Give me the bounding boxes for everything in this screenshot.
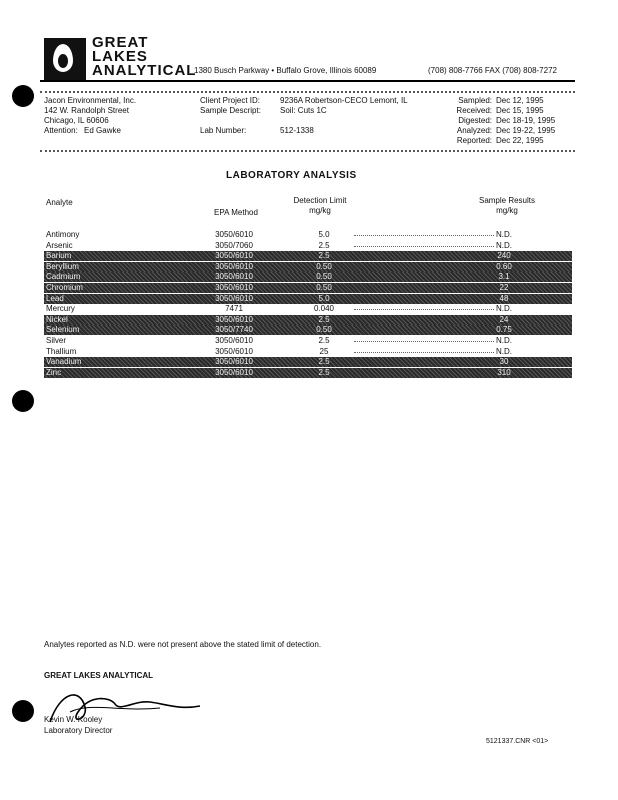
leader-dots xyxy=(354,352,494,353)
detection-limit-cell: 2.5 xyxy=(318,367,330,377)
client-project-value: 9236A Robertson-CECO Lemont, IL xyxy=(280,96,408,105)
analyte-cell: Antimony xyxy=(46,230,80,239)
leader-dots xyxy=(354,235,494,236)
table-row xyxy=(44,304,572,314)
result-cell: N.D. xyxy=(496,336,512,345)
col-header-result-line2: mg/kg xyxy=(496,206,518,215)
table-row xyxy=(44,347,572,357)
table-row xyxy=(44,357,572,367)
date-labels xyxy=(452,96,492,146)
analyte-cell: Thallium xyxy=(46,346,77,356)
detection-limit-cell: 5.0 xyxy=(318,230,330,239)
method-cell: 3050/6010 xyxy=(215,346,253,356)
company-address: 1380 Busch Parkway • Buffalo Grove, Illinois 60089 xyxy=(194,66,377,75)
leader-dots xyxy=(354,246,494,247)
table-row xyxy=(44,251,572,261)
date-values xyxy=(496,96,555,146)
detection-limit-cell: 0.50 xyxy=(316,272,332,282)
project-labels xyxy=(200,96,261,136)
hole-punch-bottom xyxy=(12,700,34,722)
leader-dots xyxy=(354,341,494,342)
reported-label: Reported: xyxy=(456,136,492,145)
client-project-label: Client Project ID: xyxy=(200,96,261,105)
logo-line-2: LAKES xyxy=(92,48,148,65)
hole-punch-middle xyxy=(12,390,34,412)
detection-limit-cell: 2.5 xyxy=(318,314,330,324)
nd-footnote: Analytes reported as N.D. were not present above the stated limit of detection. xyxy=(44,640,322,649)
lab-number-label: Lab Number: xyxy=(200,126,247,135)
detection-limit-cell: 25 xyxy=(319,346,329,356)
analyte-cell: Chromium xyxy=(46,283,83,292)
company-logo-icon xyxy=(44,38,86,82)
table-row xyxy=(44,294,572,304)
result-cell: N.D. xyxy=(496,304,512,314)
analyzed-label: Analyzed: xyxy=(456,126,492,135)
detection-limit-cell: 0.50 xyxy=(316,325,332,335)
analyte-cell: Barium xyxy=(46,251,72,261)
analyte-cell: Nickel xyxy=(46,314,68,324)
analyte-cell: Lead xyxy=(46,293,64,303)
sample-desc-label: Sample Descript: xyxy=(200,106,261,115)
info-bottom-border xyxy=(40,150,575,152)
result-cell: 0.60 xyxy=(496,261,512,271)
result-cell: 30 xyxy=(499,357,509,367)
result-cell: 0.75 xyxy=(496,325,512,335)
signer-title: Laboratory Director xyxy=(44,726,113,735)
reported-value: Dec 22, 1995 xyxy=(496,136,544,145)
client-line-1: Jacon Environmental, Inc. xyxy=(44,96,137,105)
method-cell: 3050/6010 xyxy=(215,357,253,367)
info-top-border xyxy=(40,91,575,93)
detection-limit-cell: 0.50 xyxy=(316,283,332,292)
detection-limit-cell: 0.040 xyxy=(313,304,335,314)
method-cell: 3050/6010 xyxy=(215,251,253,261)
signer-block xyxy=(44,714,112,736)
digested-value: Dec 18-19, 1995 xyxy=(496,116,556,125)
method-cell: 3050/7740 xyxy=(215,325,253,335)
method-cell: 3050/6010 xyxy=(215,283,253,292)
method-cell: 3050/6010 xyxy=(215,293,253,303)
col-header-limit-line2: mg/kg xyxy=(309,206,331,215)
received-label: Received: xyxy=(456,106,492,115)
signature-company: GREAT LAKES ANALYTICAL xyxy=(44,671,154,680)
table-row xyxy=(44,262,572,272)
method-cell: 3050/7060 xyxy=(215,240,253,250)
header-rule xyxy=(40,80,575,82)
method-cell: 3050/6010 xyxy=(215,272,253,282)
method-cell: 3050/6010 xyxy=(215,367,253,377)
table-row xyxy=(44,325,572,335)
result-cell: N.D. xyxy=(496,240,512,250)
table-row xyxy=(44,336,572,346)
col-header-limit-line1: Detection Limit xyxy=(293,196,347,205)
received-value: Dec 15, 1995 xyxy=(496,106,544,115)
client-line-3: Chicago, IL 60606 xyxy=(44,116,109,125)
table-row xyxy=(44,272,572,282)
col-header-analyte: Analyte xyxy=(46,198,73,207)
table-row xyxy=(44,368,572,378)
analyte-cell: Zinc xyxy=(46,367,62,377)
analyzed-value: Dec 19-22, 1995 xyxy=(496,126,556,135)
digested-label: Digested: xyxy=(458,116,492,125)
detection-limit-cell: 2.5 xyxy=(318,240,330,250)
project-values xyxy=(280,96,408,136)
result-cell: 48 xyxy=(499,293,509,303)
analyte-cell: Silver xyxy=(46,336,67,345)
signer-name: Kevin W. Kooley xyxy=(44,715,103,724)
detection-limit-cell: 5.0 xyxy=(318,293,330,303)
col-header-result-line1: Sample Results xyxy=(478,196,536,205)
analyte-cell: Mercury xyxy=(46,304,75,314)
report-title: LABORATORY ANALYSIS xyxy=(226,170,357,181)
result-cell: 240 xyxy=(497,251,511,261)
result-cell: N.D. xyxy=(496,230,512,239)
result-cell: 3.1 xyxy=(498,272,510,282)
method-cell: 3050/6010 xyxy=(215,336,253,345)
detection-limit-cell: 0.50 xyxy=(316,261,332,271)
analyte-cell: Selenium xyxy=(46,325,80,335)
company-phone: (708) 808-7766 FAX (708) 808-7272 xyxy=(428,66,557,75)
lab-number-value: 512-1338 xyxy=(280,126,314,135)
logo-line-3: ANALYTICAL xyxy=(92,62,197,79)
sampled-value: Dec 12, 1995 xyxy=(496,96,544,105)
client-line-2: 142 W. Randolph Street xyxy=(44,106,129,115)
col-header-method: EPA Method xyxy=(214,208,258,217)
analyte-cell: Cadmium xyxy=(46,272,81,282)
method-cell: 3050/6010 xyxy=(215,261,253,271)
col-header-limit xyxy=(280,196,360,216)
attention-value: Ed Gawke xyxy=(84,126,121,135)
result-cell: 24 xyxy=(499,314,509,324)
sampled-label: Sampled: xyxy=(458,96,492,105)
table-row xyxy=(44,230,572,240)
method-cell: 7471 xyxy=(225,304,243,314)
company-logo-text xyxy=(92,36,196,78)
table-row xyxy=(44,241,572,251)
detection-limit-cell: 2.5 xyxy=(318,251,330,261)
result-cell: N.D. xyxy=(496,346,512,356)
client-attention xyxy=(44,126,136,136)
method-cell: 3050/6010 xyxy=(215,314,253,324)
analyte-cell: Arsenic xyxy=(46,240,73,250)
result-cell: 22 xyxy=(499,283,509,292)
file-reference: 5121337.CNR <01> xyxy=(486,738,549,745)
hole-punch-top xyxy=(12,85,34,107)
table-row xyxy=(44,315,572,325)
detection-limit-cell: 2.5 xyxy=(318,357,330,367)
sample-desc-value: Soil: Cuts 1C xyxy=(280,106,327,115)
col-header-result xyxy=(462,196,552,216)
attention-label: Attention: xyxy=(44,126,78,135)
leader-dots xyxy=(354,309,494,310)
analyte-cell: Vanadium xyxy=(46,357,82,367)
detection-limit-cell: 2.5 xyxy=(318,336,330,345)
logo-line-1: GREAT xyxy=(92,34,149,51)
method-cell: 3050/6010 xyxy=(215,230,253,239)
analyte-cell: Beryllium xyxy=(46,261,79,271)
client-block xyxy=(44,96,136,136)
table-row xyxy=(44,283,572,293)
result-cell: 310 xyxy=(497,367,511,377)
